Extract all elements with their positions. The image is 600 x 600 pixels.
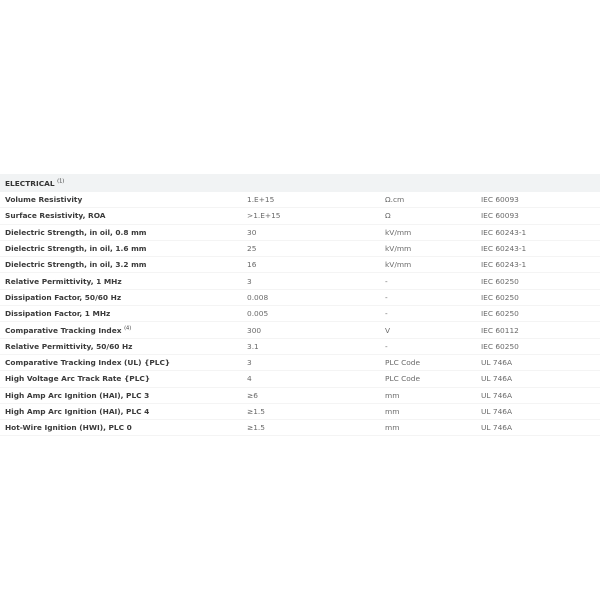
section-title: ELECTRICAL bbox=[5, 178, 55, 188]
property-name-cell bbox=[0, 240, 242, 256]
value-cell: 16 bbox=[242, 257, 380, 273]
property-name: Dissipation Factor, 50/60 Hz bbox=[5, 292, 122, 302]
property-name: Volume Resistivity bbox=[5, 195, 83, 205]
value-cell: >1.E+15 bbox=[242, 208, 380, 224]
property-name: Relative Permittivity, 50/60 Hz bbox=[5, 341, 133, 351]
property-name: Comparative Tracking Index (UL) {PLC} bbox=[5, 358, 171, 368]
value-cell: 3 bbox=[242, 354, 380, 370]
property-name: Hot-Wire Ignition (HWI), PLC 0 bbox=[5, 423, 132, 433]
unit-cell: - bbox=[380, 306, 476, 322]
property-name-cell bbox=[0, 371, 242, 387]
section-footnote-marker: (1) bbox=[57, 178, 65, 185]
value-cell: 3.1 bbox=[242, 338, 380, 354]
unit-cell: - bbox=[380, 273, 476, 289]
test-standard-cell: UL 746A bbox=[476, 403, 600, 419]
test-standard-cell: IEC 60093 bbox=[476, 208, 600, 224]
property-footnote-marker: (4) bbox=[124, 325, 132, 332]
test-standard-cell: IEC 60250 bbox=[476, 306, 600, 322]
value-cell: ≥1.5 bbox=[242, 420, 380, 436]
test-standard-cell: IEC 60112 bbox=[476, 322, 600, 338]
property-name: High Amp Arc Ignition (HAI), PLC 3 bbox=[5, 390, 150, 400]
property-name: Relative Permittivity, 1 MHz bbox=[5, 276, 122, 286]
property-name: Dissipation Factor, 1 MHz bbox=[5, 309, 111, 319]
property-name-cell bbox=[0, 257, 242, 273]
property-name-cell bbox=[0, 192, 242, 208]
test-standard-cell: UL 746A bbox=[476, 371, 600, 387]
table-row bbox=[0, 420, 600, 436]
property-name: High Voltage Arc Track Rate {PLC} bbox=[5, 374, 151, 384]
table-row bbox=[0, 371, 600, 387]
unit-cell: Ω.cm bbox=[380, 192, 476, 208]
value-cell: 30 bbox=[242, 224, 380, 240]
test-standard-cell: IEC 60250 bbox=[476, 273, 600, 289]
table-row bbox=[0, 224, 600, 240]
table-row bbox=[0, 240, 600, 256]
value-cell: 1.E+15 bbox=[242, 192, 380, 208]
property-name-cell bbox=[0, 354, 242, 370]
test-standard-cell: UL 746A bbox=[476, 354, 600, 370]
property-name-cell bbox=[0, 306, 242, 322]
value-cell: 0.005 bbox=[242, 306, 380, 322]
table-row bbox=[0, 289, 600, 305]
property-name-cell bbox=[0, 273, 242, 289]
table-row bbox=[0, 322, 600, 338]
property-name: Dielectric Strength, in oil, 0.8 mm bbox=[5, 227, 147, 237]
table-row bbox=[0, 338, 600, 354]
test-standard-cell: UL 746A bbox=[476, 387, 600, 403]
property-name-cell bbox=[0, 322, 242, 338]
table-row bbox=[0, 354, 600, 370]
property-name-cell bbox=[0, 338, 242, 354]
table-row bbox=[0, 306, 600, 322]
property-name: Dielectric Strength, in oil, 1.6 mm bbox=[5, 244, 147, 254]
unit-cell: - bbox=[380, 338, 476, 354]
test-standard-cell: IEC 60243-1 bbox=[476, 257, 600, 273]
table-row bbox=[0, 208, 600, 224]
table-body bbox=[0, 174, 600, 436]
property-name-cell bbox=[0, 420, 242, 436]
unit-cell: PLC Code bbox=[380, 371, 476, 387]
value-cell: 0.008 bbox=[242, 289, 380, 305]
property-name-cell bbox=[0, 224, 242, 240]
table-row bbox=[0, 403, 600, 419]
value-cell: 25 bbox=[242, 240, 380, 256]
table-row bbox=[0, 273, 600, 289]
value-cell: ≥1.5 bbox=[242, 403, 380, 419]
table-row bbox=[0, 257, 600, 273]
section-header-cell bbox=[0, 174, 600, 192]
property-name-cell bbox=[0, 403, 242, 419]
test-standard-cell: IEC 60250 bbox=[476, 338, 600, 354]
property-name-cell bbox=[0, 387, 242, 403]
test-standard-cell: IEC 60243-1 bbox=[476, 240, 600, 256]
value-cell: 300 bbox=[242, 322, 380, 338]
value-cell: 4 bbox=[242, 371, 380, 387]
property-name-cell bbox=[0, 208, 242, 224]
table-row bbox=[0, 387, 600, 403]
unit-cell: mm bbox=[380, 420, 476, 436]
unit-cell: kV/mm bbox=[380, 257, 476, 273]
value-cell: 3 bbox=[242, 273, 380, 289]
property-name: High Amp Arc Ignition (HAI), PLC 4 bbox=[5, 407, 150, 416]
unit-cell: Ω bbox=[380, 208, 476, 224]
property-name: Comparative Tracking Index bbox=[5, 325, 122, 335]
test-standard-cell: IEC 60250 bbox=[476, 289, 600, 305]
unit-cell: V bbox=[380, 322, 476, 338]
unit-cell: mm bbox=[380, 387, 476, 403]
property-name-cell bbox=[0, 289, 242, 305]
property-name: Dielectric Strength, in oil, 3.2 mm bbox=[5, 260, 147, 270]
test-standard-cell: IEC 60093 bbox=[476, 192, 600, 208]
test-standard-cell: UL 746A bbox=[476, 420, 600, 436]
section-header-row bbox=[0, 174, 600, 192]
unit-cell: - bbox=[380, 289, 476, 305]
table-row bbox=[0, 192, 600, 208]
unit-cell: kV/mm bbox=[380, 240, 476, 256]
unit-cell: PLC Code bbox=[380, 354, 476, 370]
electrical-properties-table bbox=[0, 174, 600, 436]
test-standard-cell: IEC 60243-1 bbox=[476, 224, 600, 240]
value-cell: ≥6 bbox=[242, 387, 380, 403]
unit-cell: mm bbox=[380, 403, 476, 419]
property-name: Surface Resistivity, ROA bbox=[5, 211, 106, 221]
unit-cell: kV/mm bbox=[380, 224, 476, 240]
